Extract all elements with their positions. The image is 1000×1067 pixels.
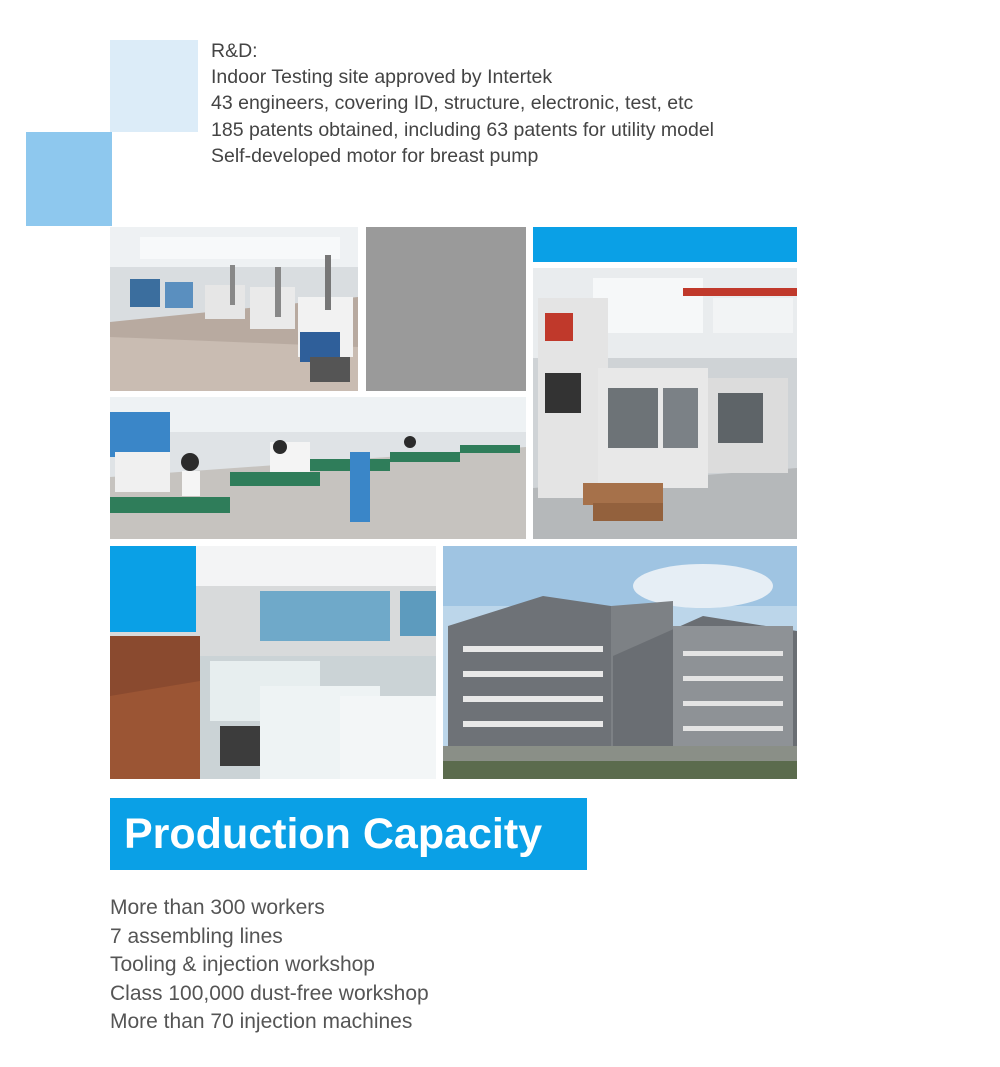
gray-placeholder-block (366, 227, 526, 391)
decorative-blue-square (26, 132, 112, 226)
blue-accent-bar (533, 227, 797, 262)
list-item: 7 assembling lines (110, 924, 283, 948)
rd-heading: R&D: (211, 40, 258, 62)
list-item: Tooling & injection workshop (110, 953, 375, 976)
production-capacity-title: Production Capacity (110, 798, 587, 870)
rd-line: 43 engineers, covering ID, structure, electronic, test, etc (211, 92, 694, 115)
rd-line: 185 patents obtained, including 63 patents for utility model (211, 118, 715, 141)
rd-section (211, 38, 714, 169)
list-item: More than 70 injection machines (110, 1010, 413, 1033)
rd-line: Self-developed motor for breast pump (211, 144, 539, 167)
blue-accent-square (110, 546, 196, 632)
factory-building-photo (443, 546, 797, 779)
cnc-machining-photo (533, 268, 797, 539)
decorative-light-blue-square (110, 40, 198, 132)
list-item: Class 100,000 dust-free workshop (110, 981, 429, 1005)
rd-line: Indoor Testing site approved by Intertek (211, 66, 553, 89)
injection-workshop-photo (110, 227, 358, 391)
production-capacity-list (110, 894, 429, 1037)
list-item: More than 300 workers (110, 896, 325, 919)
assembly-line-photo (110, 397, 526, 539)
